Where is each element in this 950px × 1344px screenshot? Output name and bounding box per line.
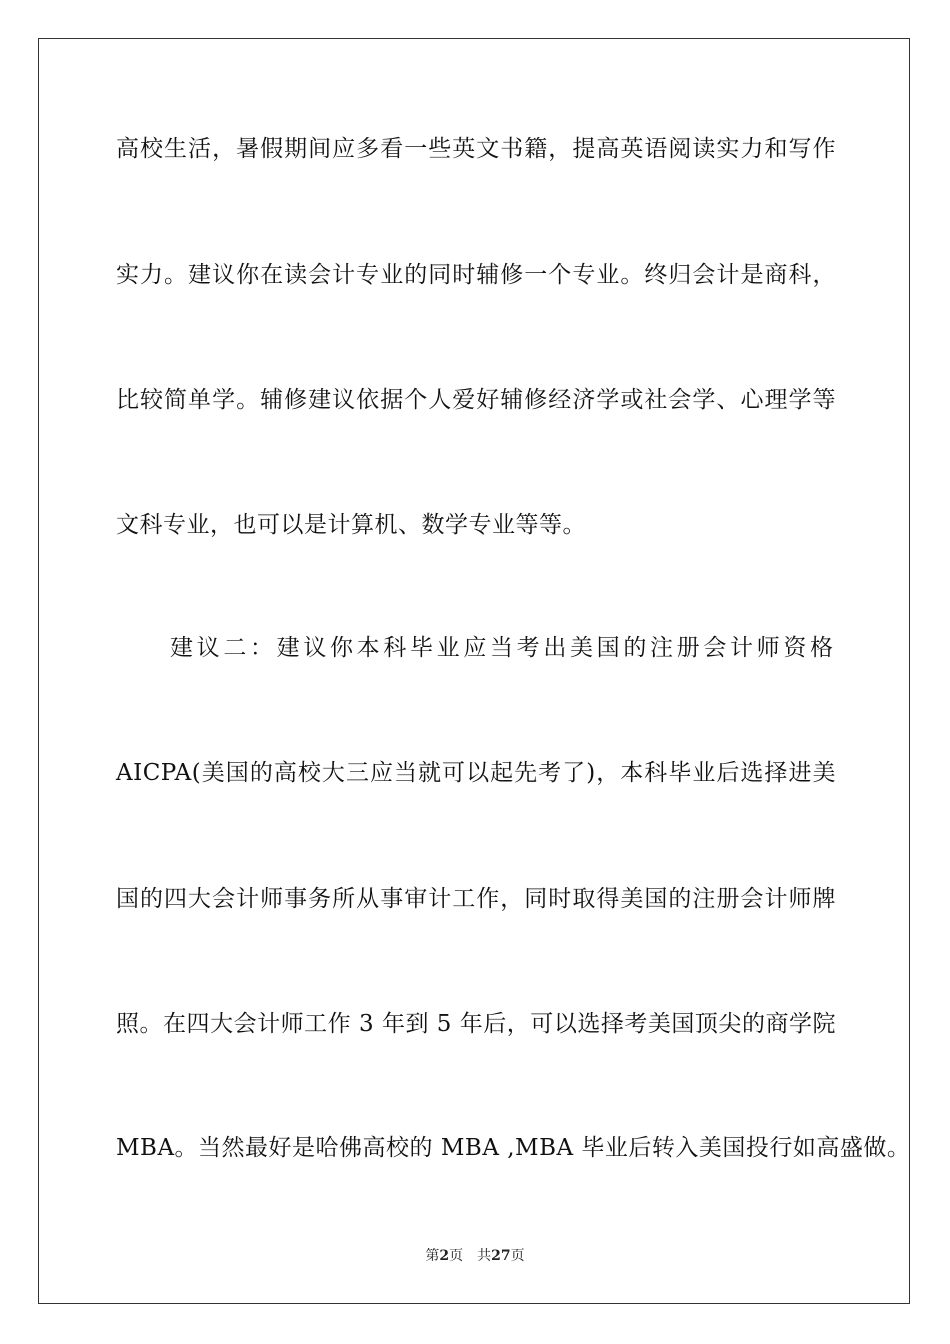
footer-total-prefix: 共 xyxy=(477,1248,492,1264)
footer-prefix: 第 xyxy=(425,1248,440,1264)
body-text-line: 照。在四大会计师工作 3 年到 5 年后，可以选择考美国顶尖的商学院 xyxy=(116,1011,836,1037)
page-number: 2 xyxy=(439,1248,450,1264)
body-text-line: 高校生活，暑假期间应多看一些英文书籍，提高英语阅读实力和写作 xyxy=(116,136,836,162)
page-footer xyxy=(0,1247,950,1265)
body-text-line: MBA。当然最好是哈佛高校的 MBA ,MBA 毕业后转入美国投行如高盛做。 xyxy=(116,1135,911,1161)
body-text-line: 国的四大会计师事务所从事审计工作，同时取得美国的注册会计师牌 xyxy=(116,886,836,912)
body-text-line: 比较简单学。辅修建议依据个人爱好辅修经济学或社会学、心理学等 xyxy=(116,387,836,413)
footer-page-unit: 页 xyxy=(449,1248,464,1264)
body-text-line: 实力。建议你在读会计专业的同时辅修一个专业。终归会计是商科， xyxy=(116,262,836,288)
footer-total-unit: 页 xyxy=(510,1248,525,1264)
total-pages: 27 xyxy=(491,1248,511,1264)
paragraph-start-line: 建议二：建议你本科毕业应当考出美国的注册会计师资格 xyxy=(170,635,836,661)
body-text-line: AICPA(美国的高校大三应当就可以起先考了)，本科毕业后选择进美 xyxy=(116,760,836,786)
page-border xyxy=(38,38,910,1304)
body-text-line: 文科专业，也可以是计算机、数学专业等等。 xyxy=(116,512,586,538)
